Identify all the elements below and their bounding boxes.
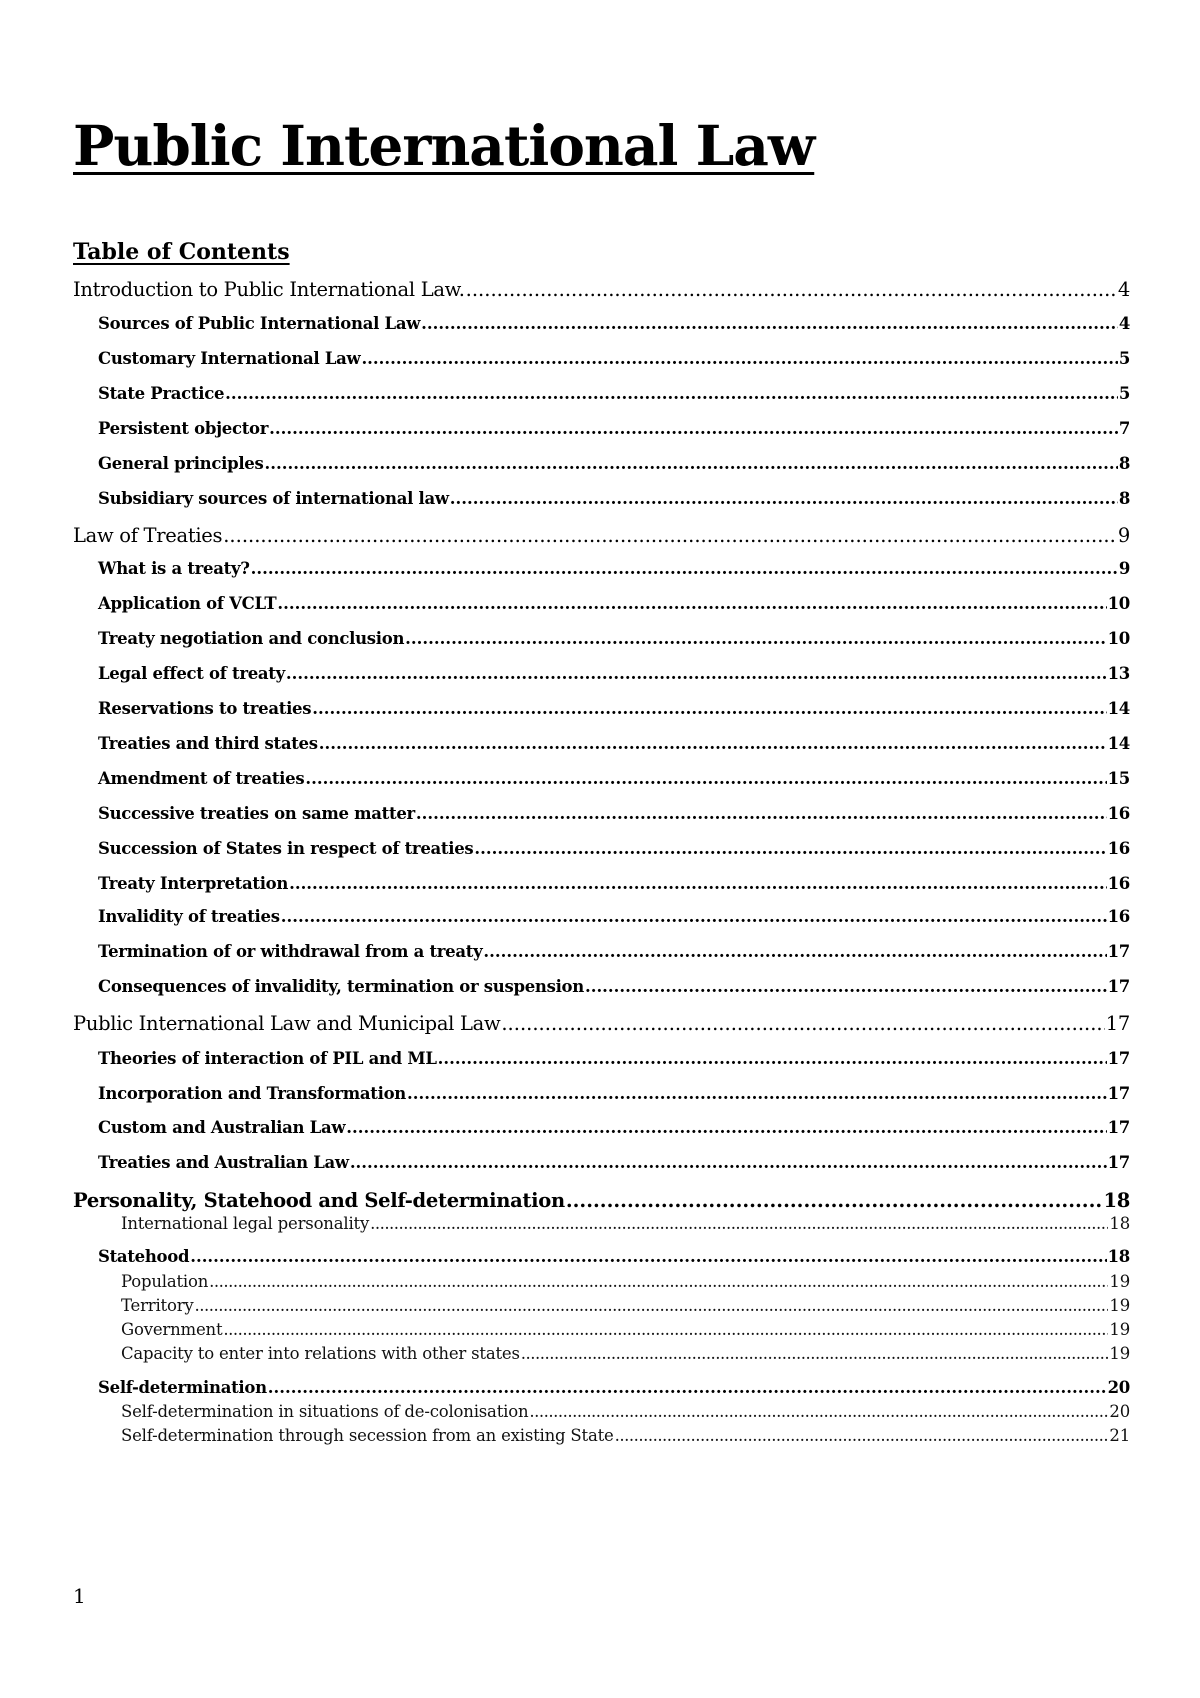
toc-entry-label: Reservations to treaties [98,699,312,718]
toc-entry[interactable] [73,524,1130,550]
toc-entry[interactable] [98,734,1130,756]
toc-entry-page: 17 [1107,1049,1130,1068]
toc-entry-label: Territory [121,1296,194,1315]
toc-dot-leader [269,419,1118,438]
toc-entry[interactable] [121,1272,1130,1294]
toc-entry[interactable] [121,1402,1130,1424]
toc-entry-page: 9 [1118,559,1130,578]
toc-entry-label: Persistent objector [98,419,269,438]
toc-entry[interactable] [121,1296,1130,1318]
toc-entry-label: Self-determination [98,1378,267,1397]
toc-entry-label: Treaties and Australian Law [98,1153,349,1172]
toc-dot-leader [319,734,1107,753]
toc-entry-page: 15 [1107,769,1130,788]
page-number: 1 [73,1584,86,1608]
toc-entry-label: State Practice [98,384,225,403]
toc-entry-page: 19 [1109,1320,1130,1339]
toc-entry[interactable] [73,1189,1130,1215]
toc-dot-leader [566,1189,1103,1212]
toc-entry-page: 19 [1109,1296,1130,1315]
toc-dot-leader [190,1247,1106,1266]
toc-entry-label: Subsidiary sources of international law [98,489,449,508]
toc-entry-page: 16 [1107,804,1130,823]
toc-entry[interactable] [98,1118,1130,1140]
toc-entry-page: 16 [1107,839,1130,858]
toc-entry-label: Custom and Australian Law [98,1118,346,1137]
toc-entry[interactable] [98,419,1130,441]
toc-entry-page: 7 [1118,419,1130,438]
toc-entry[interactable] [73,1012,1130,1038]
toc-entry-label: International legal personality [121,1214,370,1233]
toc-dot-leader [223,1320,1108,1339]
toc-entry-label: Customary International Law [98,349,361,368]
toc-entry[interactable] [98,314,1130,336]
toc-entry-label: Law of Treaties [73,524,223,547]
toc-entry[interactable] [98,1153,1130,1175]
toc-dot-leader [251,559,1118,578]
toc-dot-leader [421,314,1118,333]
toc-dot-leader [289,874,1107,893]
toc-dot-leader [361,349,1117,368]
toc-dot-leader [281,907,1107,926]
toc-dot-leader [277,594,1106,613]
toc-entry-page: 4 [1118,314,1130,333]
toc-entry-label: Self-determination through secession from an existing State [121,1426,614,1445]
toc-entry[interactable] [98,1378,1130,1400]
toc-entry-label: Invalidity of treaties [98,907,280,926]
toc-dot-leader [350,1153,1107,1172]
toc-dot-leader [223,524,1117,547]
toc-entry-page: 17 [1107,1118,1130,1137]
toc-dot-leader [407,1084,1107,1103]
toc-dot-leader [195,1296,1109,1315]
toc-entry-page: 19 [1109,1344,1130,1363]
toc-entry-label: Self-determination in situations of de-colonisation [121,1402,529,1421]
toc-dot-leader [209,1272,1108,1291]
toc-dot-leader [370,1214,1108,1233]
toc-entry[interactable] [98,664,1130,686]
toc-entry-page: 18 [1103,1189,1130,1212]
toc-entry-page: 17 [1107,1153,1130,1172]
toc-entry[interactable] [98,977,1130,999]
toc-entry[interactable] [98,594,1130,616]
toc-entry[interactable] [98,942,1130,964]
toc-dot-leader [466,278,1117,301]
toc-entry[interactable] [98,384,1130,406]
toc-entry[interactable] [98,804,1130,826]
toc-entry-page: 19 [1109,1272,1130,1291]
toc-dot-leader [615,1426,1109,1445]
toc-entry[interactable] [121,1320,1130,1342]
toc-dot-leader [521,1344,1109,1363]
toc-dot-leader [474,839,1106,858]
toc-dot-leader [438,1049,1107,1068]
toc-entry[interactable] [98,839,1130,861]
toc-dot-leader [312,699,1106,718]
toc-dot-leader [405,629,1106,648]
toc-entry-page: 13 [1107,664,1130,683]
toc-dot-leader [346,1118,1106,1137]
toc-entry[interactable] [98,1247,1130,1269]
toc-entry-label: Treaty negotiation and conclusion [98,629,405,648]
toc-entry[interactable] [121,1344,1130,1366]
toc-entry-label: Sources of Public International Law [98,314,421,333]
toc-entry-label: Treaty Interpretation [98,874,289,893]
toc-entry-page: 8 [1118,489,1130,508]
toc-entry-label: Personality, Statehood and Self-determination [73,1189,565,1212]
toc-entry-label: Public International Law and Municipal Law [73,1012,501,1035]
toc-entry-page: 16 [1107,907,1130,926]
toc-dot-leader [268,1378,1107,1397]
toc-entry-page: 17 [1107,942,1130,961]
toc-entry-page: 18 [1107,1247,1130,1266]
toc-entry-page: 16 [1107,874,1130,893]
toc-entry[interactable] [98,1049,1130,1071]
toc-entry-page: 18 [1109,1214,1130,1233]
toc-entry-label: General principles [98,454,264,473]
toc-dot-leader [286,664,1107,683]
toc-entry[interactable] [98,629,1130,651]
toc-entry-label: Introduction to Public International Law. [73,278,465,301]
toc-entry-page: 14 [1107,734,1130,753]
toc-dot-leader [585,977,1107,996]
toc-dot-leader [501,1012,1104,1035]
toc-dot-leader [450,489,1118,508]
toc-entry-page: 21 [1109,1426,1130,1445]
toc-entry-label: Amendment of treaties [98,769,305,788]
toc-entry[interactable] [121,1426,1130,1448]
toc-entry-page: 10 [1107,594,1130,613]
toc-dot-leader [529,1402,1108,1421]
toc-entry-label: What is a treaty? [98,559,250,578]
toc-dot-leader [264,454,1117,473]
toc-entry[interactable] [98,349,1130,371]
toc-entry-label: Incorporation and Transformation [98,1084,406,1103]
toc-entry[interactable] [98,907,1130,929]
toc-entry-label: Government [121,1320,223,1339]
toc-entry-page: 14 [1107,699,1130,718]
toc-entry[interactable] [121,1214,1130,1236]
toc-entry[interactable] [98,769,1130,791]
toc-dot-leader [416,804,1107,823]
toc-dot-leader [483,942,1106,961]
toc-dot-leader [225,384,1118,403]
toc-entry[interactable] [98,559,1130,581]
toc-entry-label: Capacity to enter into relations with other states [121,1344,520,1363]
toc-entry[interactable] [73,278,1130,304]
toc-entry-label: Statehood [98,1247,190,1266]
toc-entry-page: 17 [1107,977,1130,996]
toc-entry[interactable] [98,874,1130,896]
toc-entry-page: 20 [1109,1402,1130,1421]
toc-entry-page: 17 [1107,1084,1130,1103]
toc-entry-page: 5 [1118,384,1130,403]
toc-entry-page: 10 [1107,629,1130,648]
toc-heading: Table of Contents [73,239,290,265]
toc-entry-page: 8 [1118,454,1130,473]
toc-entry[interactable] [98,1084,1130,1106]
toc-entry-page: 9 [1117,524,1130,547]
toc-entry-label: Succession of States in respect of treaties [98,839,474,858]
toc-entry[interactable] [98,489,1130,511]
document-title: Public International Law [73,113,815,178]
toc-entry[interactable] [98,454,1130,476]
toc-entry-label: Consequences of invalidity, termination or suspension [98,977,584,996]
toc-entry-label: Application of VCLT [98,594,277,613]
toc-entry-label: Legal effect of treaty [98,664,285,683]
toc-entry-label: Treaties and third states [98,734,318,753]
toc-entry-label: Termination of or withdrawal from a treaty [98,942,483,961]
toc-entry-label: Population [121,1272,209,1291]
toc-entry-page: 4 [1117,278,1130,301]
toc-dot-leader [305,769,1106,788]
toc-entry[interactable] [98,699,1130,721]
toc-entry-label: Successive treaties on same matter [98,804,415,823]
toc-entry-label: Theories of interaction of PIL and ML [98,1049,437,1068]
toc-entry-page: 5 [1118,349,1130,368]
toc-entry-page: 17 [1105,1012,1130,1035]
toc-entry-page: 20 [1107,1378,1130,1397]
